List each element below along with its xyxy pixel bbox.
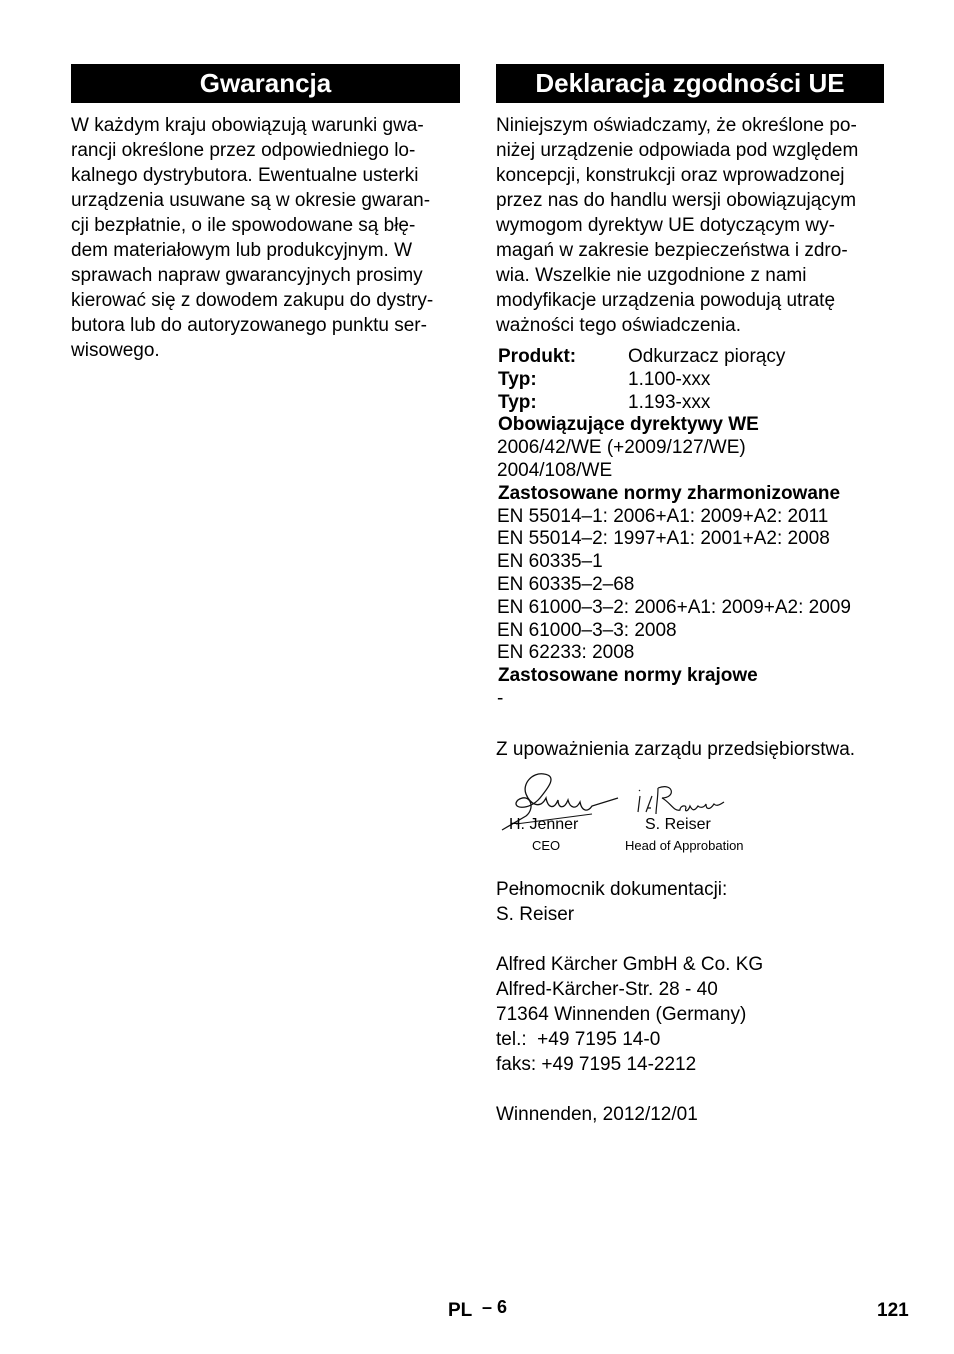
- declaration-intro: [496, 113, 884, 338]
- place-date: Winnenden, 2012/12/01: [496, 1103, 698, 1125]
- type-row: [496, 392, 884, 415]
- warranty-line: sprawach napraw gwarancyjnych prosimy: [71, 265, 423, 286]
- warranty-line: urządzenia usuwane są w okresie gwaran-: [71, 190, 431, 211]
- product-row: [496, 346, 884, 369]
- documentation-representative: [496, 877, 884, 927]
- address-line: Alfred-Kärcher-Str. 28 - 40: [496, 978, 718, 1000]
- intro-line: magań w zakresie bezpieczeństwa i zdro-: [496, 240, 848, 261]
- warranty-text: [71, 113, 460, 363]
- warranty-line: W każdym kraju obowiązują warunki gwa-: [71, 115, 424, 136]
- doc-rep-label: Pełnomocnik dokumentacji:: [496, 878, 728, 900]
- warranty-line: rancji określone przez odpowiedniego lo-: [71, 140, 416, 161]
- intro-line: przez nas do handlu wersji obowiązującym: [496, 190, 857, 211]
- standard-item: EN 55014–1: 2006+A1: 2009+A2: 2011: [497, 505, 829, 527]
- company-address: [496, 952, 884, 1077]
- national-value: -: [497, 687, 504, 709]
- standard-item: EN 62233: 2008: [497, 642, 635, 664]
- intro-line: ważności tego oświadczenia.: [496, 315, 742, 336]
- warranty-heading: Gwarancja: [71, 64, 460, 103]
- warranty-line: butora lub do autoryzowanego punktu ser-: [71, 315, 427, 336]
- directives-heading: Obowiązujące dyrektywy WE: [498, 414, 759, 436]
- warranty-line: dem materiałowym lub produkcyjnym. W: [71, 240, 413, 261]
- signatures: [496, 768, 884, 863]
- declaration-section: [496, 64, 884, 1127]
- declaration-heading: Deklaracja zgodności UE: [496, 64, 884, 103]
- intro-line: niżej urządzenie odpowiada pod względem: [496, 140, 859, 161]
- footer-language: PL: [448, 1300, 473, 1321]
- address-line: 71364 Winnenden (Germany): [496, 1003, 747, 1025]
- warranty-line: cji bezpłatnie, o ile spowodowane są błę-: [71, 215, 416, 236]
- product-details: [496, 346, 884, 711]
- product-value: Odkurzacz piorący: [628, 346, 786, 367]
- type-value: 1.193-xxx: [628, 391, 711, 413]
- harmonized-heading: Zastosowane normy zharmonizowane: [498, 482, 841, 504]
- intro-line: modyfikacje urządzenia powodują utratę: [496, 290, 836, 311]
- address-line: Alfred Kärcher GmbH & Co. KG: [496, 953, 764, 975]
- type-row: [496, 369, 884, 392]
- page-number: 121: [877, 1300, 909, 1321]
- type-label: Typ:: [498, 368, 537, 390]
- standard-item: EN 61000–3–2: 2006+A1: 2009+A2: 2009: [497, 596, 851, 618]
- standard-item: EN 60335–1: [497, 551, 603, 573]
- warranty-line: kalnego dystrybutora. Ewentualne usterki: [71, 165, 419, 186]
- address-line: tel.: +49 7195 14-0: [496, 1028, 661, 1050]
- intro-line: wia. Wszelkie nie uzgodnione z nami: [496, 265, 807, 286]
- warranty-line: kierować się z dowodem zakupu do dystry-: [71, 290, 434, 311]
- product-label: Produkt:: [498, 346, 577, 367]
- directive-item: 2006/42/WE (+2009/127/WE): [497, 437, 746, 459]
- national-heading: Zastosowane normy krajowe: [498, 665, 758, 687]
- intro-line: koncepcji, konstrukcji oraz wprowadzonej: [496, 165, 845, 186]
- authorization-text: Z upoważnienia zarządu przedsiębiorstwa.: [496, 738, 856, 760]
- warranty-line: wisowego.: [71, 340, 160, 361]
- intro-line: wymogom dyrektyw UE dotyczącym wy-: [496, 215, 835, 236]
- footer-section: – 6: [482, 1297, 508, 1317]
- signatory-1-name: H. Jenner: [509, 815, 579, 833]
- standard-item: EN 55014–2: 1997+A1: 2001+A2: 2008: [497, 528, 830, 550]
- intro-line: Niniejszym oświadczamy, że określone po-: [496, 115, 857, 136]
- signatory-2-name: S. Reiser: [645, 815, 711, 833]
- warranty-section: [71, 64, 460, 363]
- type-label: Typ:: [498, 391, 537, 413]
- address-line: faks: +49 7195 14-2212: [496, 1053, 697, 1075]
- signatory-1-role: CEO: [532, 837, 561, 853]
- signatory-2-role: Head of Approbation: [625, 837, 744, 853]
- standard-item: EN 61000–3–3: 2008: [497, 619, 677, 641]
- type-value: 1.100-xxx: [628, 368, 711, 390]
- directive-item: 2004/108/WE: [497, 459, 613, 481]
- doc-rep-name: S. Reiser: [496, 903, 575, 925]
- standard-item: EN 60335–2–68: [497, 573, 635, 595]
